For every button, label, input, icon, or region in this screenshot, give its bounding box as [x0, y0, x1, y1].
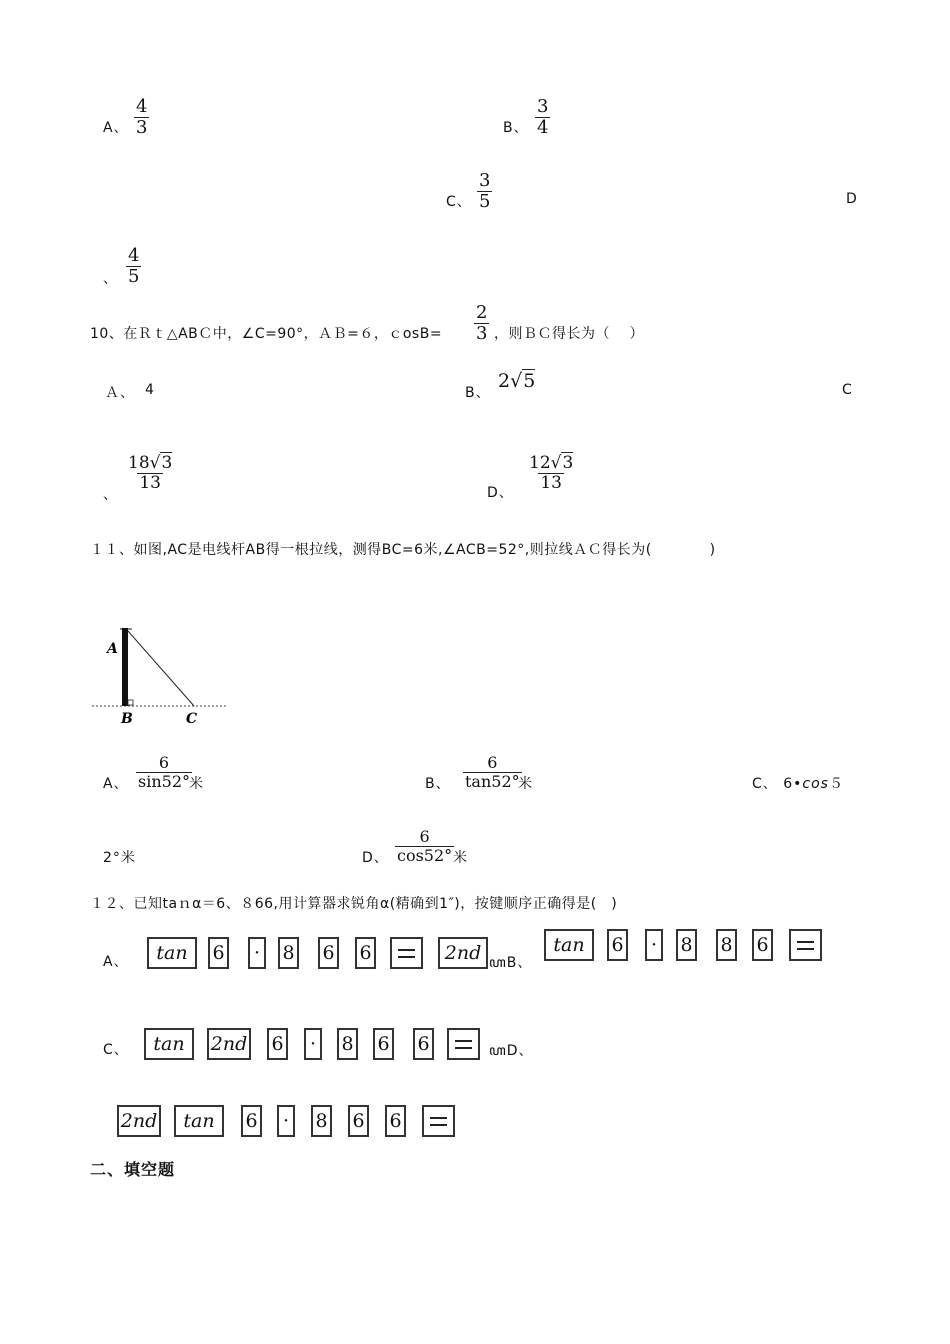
q11-a-denominator: sin52°: [138, 772, 190, 791]
point-b-label: B: [121, 711, 133, 727]
q11-c-tail: ５: [828, 776, 844, 792]
q10-stem-fraction: [474, 304, 489, 343]
q9-option-a-fraction: [134, 98, 149, 137]
key-tan: tan: [174, 1105, 224, 1137]
key-8: 8: [676, 929, 697, 961]
q11-option-d-unit: 米: [453, 850, 468, 866]
q10-c-numerator: [126, 455, 174, 473]
q11-option-c-continuation: 2°米: [103, 850, 136, 866]
q11-option-b-unit: 米: [518, 776, 533, 792]
q10-option-b-label: B、: [465, 385, 491, 401]
q9-c-numerator: 3: [479, 170, 491, 191]
q10-d-radicand: 3: [562, 453, 574, 473]
key-tan: tan: [144, 1028, 194, 1060]
section-heading-fill-in-blank: 二、填空题: [90, 1160, 176, 1179]
key-6: 6: [208, 937, 229, 969]
point-c-label: C: [186, 711, 198, 727]
q9-d-numerator: 4: [128, 245, 140, 266]
q9-option-d-label: D: [846, 191, 858, 207]
key-6: 6: [318, 937, 339, 969]
key-8: 8: [311, 1105, 332, 1137]
q11-option-a-label: A、: [103, 776, 129, 792]
q11-c-cos: cos: [802, 776, 829, 792]
q12-stem: １２、已知taｎα＝6、８66,用计算器求锐角α(精确到1″)，按键顺序正确得是( ): [90, 896, 618, 912]
q10-option-c-fraction: [126, 455, 174, 492]
key-decimal-point: ·: [304, 1028, 322, 1060]
q11-c-prefix: C、 6•: [752, 776, 803, 792]
q9-d-denominator: 5: [128, 266, 140, 287]
q12-option-c-end: ﻿ꦲD、: [489, 1043, 534, 1059]
q9-b-denominator: 4: [537, 117, 549, 138]
right-angle-mark: [128, 700, 133, 705]
key-8: 8: [278, 937, 299, 969]
q10-d-denominator: 13: [540, 473, 562, 493]
q9-option-c-fraction: [477, 172, 492, 211]
q9-option-d-fraction: [126, 247, 141, 286]
sqrt-sign-icon: √: [510, 370, 523, 392]
q11-option-b-fraction: [463, 755, 522, 790]
key-6: 6: [355, 937, 376, 969]
q10-stem-prefix: 10、在Ｒｔ△ABＣ中，∠C=90°，ＡＢ=６，ｃosB=: [90, 326, 443, 342]
equals-icon: [430, 1117, 447, 1126]
equals-icon: [398, 949, 415, 958]
key-6: 6: [385, 1105, 406, 1137]
q11-d-denominator: cos52°: [397, 846, 453, 865]
q9-option-b-fraction: [535, 98, 550, 137]
q9-option-b-label: B、: [503, 120, 529, 136]
q10-d-numerator: [527, 455, 575, 473]
q9-b-numerator: 3: [537, 96, 549, 117]
q10-option-c-label: C: [842, 382, 853, 398]
q12-option-a-end: ﻿ꦲB、: [489, 955, 533, 971]
q10-c-coefficient: 18: [128, 453, 150, 473]
q11-stem: １１、如图,AC是电线杆AB得一根拉线，测得BC=6米,∠ACB=52°,则拉线ＡＣ得长为( ): [90, 542, 716, 558]
key-equals: [447, 1028, 480, 1060]
key-6: 6: [752, 929, 773, 961]
q10-d-coefficient: 12: [529, 453, 551, 473]
key-8: 8: [716, 929, 737, 961]
q11-option-c-label: [752, 773, 844, 793]
q10-option-d-fraction: [527, 455, 575, 492]
q10-option-d-label: D、: [487, 485, 514, 501]
key-tan: tan: [147, 937, 197, 969]
q10-c-denominator: 13: [139, 473, 161, 493]
q10-stem-suffix: ，则ＢＣ得长为（ ）: [494, 326, 644, 342]
point-a-label: A: [107, 641, 118, 657]
key-8: 8: [337, 1028, 358, 1060]
key-6: 6: [373, 1028, 394, 1060]
q11-b-numerator: 6: [487, 753, 498, 772]
sqrt-sign-icon: √: [149, 453, 161, 473]
key-6: 6: [348, 1105, 369, 1137]
q11-figure-pole-diagram: [90, 622, 230, 730]
q10-b-radicand: 5: [523, 370, 536, 392]
q11-option-d-fraction: [395, 829, 454, 864]
q10-b-coefficient: 2: [498, 370, 511, 392]
q10-c-radicand: 3: [161, 453, 173, 473]
key-equals: [789, 929, 822, 961]
key-6: 6: [413, 1028, 434, 1060]
guy-wire-ac: [128, 631, 194, 706]
equals-icon: [455, 1040, 472, 1049]
q11-option-b-label: B、: [425, 776, 451, 792]
q12-option-c-label: C、: [103, 1042, 129, 1058]
q10-option-a-label: Ａ、: [105, 385, 135, 401]
q10-option-a-value: 4: [145, 382, 155, 398]
q12-option-a-label: A、: [103, 954, 129, 970]
equals-icon: [797, 941, 814, 950]
q9-a-denominator: 3: [136, 117, 148, 138]
key-2nd: 2nd: [438, 937, 488, 969]
q10-stem-numerator: 2: [476, 302, 488, 323]
q9-c-denominator: 5: [479, 191, 491, 212]
q11-b-denominator: tan52°: [465, 772, 520, 791]
key-decimal-point: ·: [277, 1105, 295, 1137]
q9-option-a-label: A、: [103, 120, 129, 136]
key-6: 6: [267, 1028, 288, 1060]
q10-option-b-radical: [498, 370, 535, 392]
key-equals: [390, 937, 423, 969]
q9-option-d-continuation: 、: [103, 271, 118, 287]
key-decimal-point: ·: [248, 937, 266, 969]
key-6: 6: [241, 1105, 262, 1137]
key-tan: tan: [544, 929, 594, 961]
q11-option-d-label: D、: [362, 850, 389, 866]
key-2nd: 2nd: [207, 1028, 251, 1060]
key-decimal-point: ·: [645, 929, 663, 961]
pole-ab: [122, 628, 128, 706]
q11-a-numerator: 6: [158, 753, 170, 772]
sqrt-sign-icon: √: [550, 453, 562, 473]
key-2nd: 2nd: [117, 1105, 161, 1137]
q11-option-a-fraction: [136, 755, 192, 790]
q9-a-numerator: 4: [136, 96, 148, 117]
key-6: 6: [607, 929, 628, 961]
q9-option-c-label: C、: [446, 194, 472, 210]
q11-option-a-unit: 米: [189, 776, 204, 792]
q10-option-c-continuation: 、: [103, 487, 118, 503]
q11-d-numerator: 6: [419, 827, 430, 846]
q10-stem-denominator: 3: [476, 323, 488, 344]
key-equals: [422, 1105, 455, 1137]
